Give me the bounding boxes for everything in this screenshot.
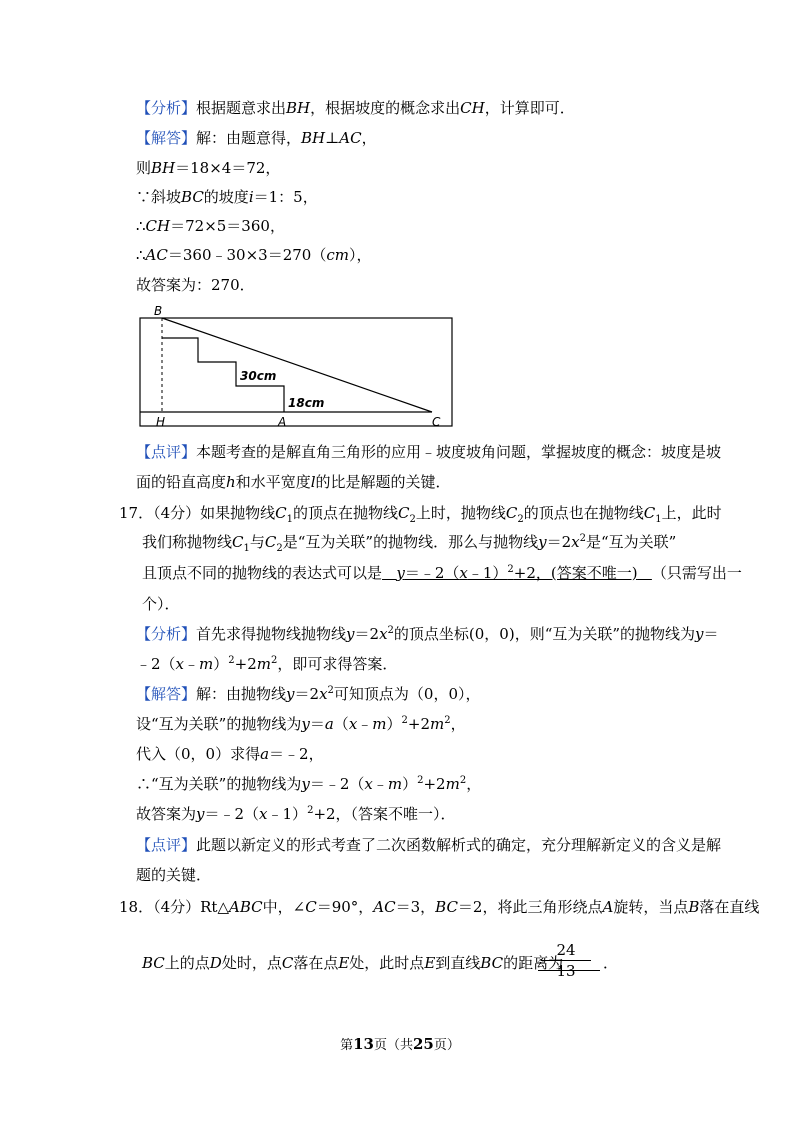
- q16-comment-line-2: 面的铅直高度h和水平宽度l的比是解题的关键．: [136, 473, 451, 491]
- q17-answer-line-4: ∴“互为关联”的抛物线为$y=﹣2(x﹣m)^2+2m^2$，: [136, 775, 482, 793]
- q18-line-end: ．: [603, 954, 619, 972]
- fraction-numerator: 24: [556, 941, 576, 959]
- q17-question-line-3: 且顶点不同的抛物线的表达式可以是 y＝﹣2（x﹣1）$^2$+2，(答案不唯一) （只需写出一: [142, 564, 742, 582]
- q17-answer-blank: y＝﹣2（x﹣1）$^2$+2，(答案不唯一): [396, 564, 638, 582]
- label-h: H: [156, 415, 166, 429]
- q16-step-1: 则BH＝18×4＝72，: [136, 159, 281, 177]
- q17-answer-line-3: 代入（0，0）求得a＝﹣2，: [136, 745, 324, 763]
- comment-tag: 【点评】: [136, 443, 197, 461]
- label-c: C: [432, 415, 441, 429]
- q17-question-line-4: 个）．: [142, 595, 180, 613]
- answer-tag: 【解答】: [136, 685, 197, 703]
- stair-slope-diagram: [136, 304, 456, 430]
- q17-answer-line-2: 设“互为关联”的抛物线为$y=a(x﹣m)^2+2m^2$，: [136, 715, 466, 733]
- q16-comment-line-1: 【点评】本题考查的是解直角三角形的应用﹣坡度坡角问题，掌握坡度的概念：坡度是坡: [136, 443, 722, 461]
- label-b: B: [154, 304, 163, 318]
- total-page-count: 25: [413, 1035, 434, 1053]
- q18-answer-underline: [538, 970, 600, 971]
- analysis-tag: 【分析】: [136, 99, 197, 117]
- analysis-tag: 【分析】: [136, 625, 197, 643]
- q17-question-line-2: 我们称抛物线$C_1$与$C_2$是“互为关联”的抛物线．那么与抛物线$y=2x^2$是“互为关联”: [142, 533, 677, 554]
- q17-answer-line-5: 故答案为y＝﹣2（x﹣1）$^2$+2，（答案不唯一）．: [136, 805, 456, 823]
- q16-final-answer: 故答案为：270．: [136, 276, 255, 294]
- q17-comment-line-1: 【点评】此题以新定义的形式考查了二次函数解析式的确定，充分理解新定义的含义是解: [136, 836, 722, 854]
- q16-analysis-line: 【分析】根据题意求出BH，根据坡度的概念求出CH，计算即可．: [136, 99, 575, 117]
- q18-question-line-1: 18．（4分）Rt△ABC中，∠C＝90°，AC＝3，BC＝2，将此三角形绕点A旋转，当点B落在直线: [119, 898, 760, 916]
- q17-question-line-1: 17．（4分）如果抛物线$C_1$的顶点在抛物线$C_2$上时，抛物线$C_2$的顶点也在抛物线$C_1$上，此时: [119, 504, 722, 525]
- q17-comment-line-2: 题的关键．: [136, 866, 212, 884]
- q16-step-4: ∴AC＝360﹣30×3＝270（cm），: [136, 246, 372, 264]
- label-30cm: 30cm: [240, 369, 277, 383]
- q16-step-2: ∵斜坡BC的坡度i＝1：5，: [136, 188, 318, 206]
- q17-analysis-line-2: $﹣2(x﹣m)^2+2m^2$，即可求得答案．: [136, 655, 398, 673]
- fraction-denominator: 13: [556, 962, 576, 980]
- comment-tag: 【点评】: [136, 836, 197, 854]
- q18-answer-fraction: [537, 940, 595, 981]
- q17-analysis-line-1: 【分析】首先求得抛物线抛物线$y=2x^2$的顶点坐标(0，0)，则“互为关联”的抛物线为y＝: [136, 625, 719, 643]
- page-footer: 第13页（共25页）: [340, 1035, 460, 1053]
- q16-answer-line: 【解答】解：由题意得，BH⊥AC，: [136, 129, 377, 147]
- label-a: A: [278, 415, 287, 429]
- answer-tag: 【解答】: [136, 129, 197, 147]
- q17-answer-line-1: 【解答】解：由抛物线$y=2x^2$可知顶点为（0，0），: [136, 685, 481, 703]
- label-18cm: 18cm: [288, 396, 325, 410]
- stair-slope-figure: [136, 304, 456, 430]
- q16-step-3: ∴CH＝72×5＝360，: [136, 217, 285, 235]
- q18-question-line-2: BC上的点D处时，点C落在点E处，此时点E到直线BC的距离为: [142, 954, 564, 972]
- current-page-number: 13: [353, 1035, 374, 1053]
